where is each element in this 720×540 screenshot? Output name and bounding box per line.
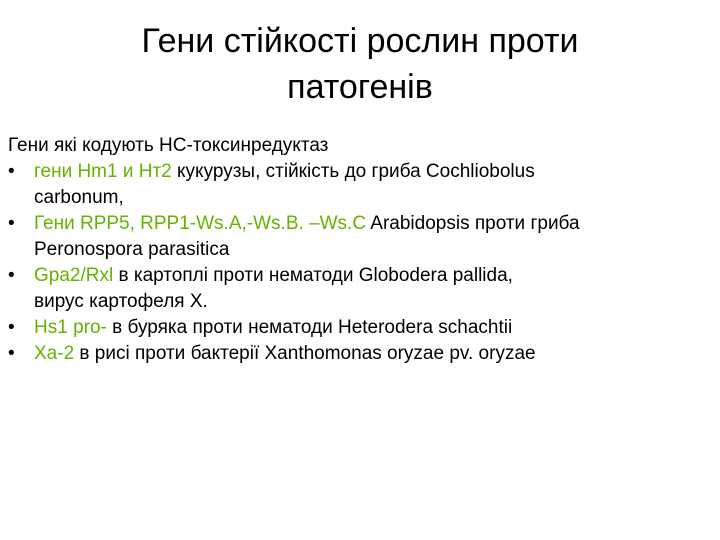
title-line-1: Гени стійкості рослин проти [141, 22, 579, 60]
bullet-text: в картоплі проти нематоди Globodera pallida, [113, 265, 513, 286]
bullet-text-continued: carbonum, [34, 187, 124, 208]
gene-name: Hs1 pro- [34, 317, 107, 338]
bullet-text-continued: Peronospora parasitica [34, 239, 230, 260]
bullet-icon: • [8, 161, 15, 182]
gene-name: Гени RPP5, RPP1-Ws.A,-Ws.B. –Ws.C [34, 213, 367, 234]
bullet-icon: • [8, 317, 15, 338]
slide-title [0, 18, 720, 110]
bullet-text-continued: вирус картофеля Х. [34, 291, 208, 312]
bullet-item [8, 159, 720, 211]
bullet-item [8, 341, 720, 367]
gene-name: Xa-2 [34, 343, 75, 364]
title-line-2: патогенів [287, 68, 433, 106]
bullet-text: кукурузы, стійкість до гриба Cochliobolus [171, 161, 535, 182]
bullet-text: Arabidopsis проти гриба [366, 213, 580, 234]
gene-name: гени Hm1 и Hт2 [34, 161, 172, 182]
bullet-item [8, 263, 720, 315]
gene-name: Gpa2/Rxl [34, 265, 114, 286]
bullet-icon: • [8, 213, 15, 234]
bullet-icon: • [8, 343, 15, 364]
bullet-text: в рисі проти бактерії Xanthomonas oryzae pv. oryzae [74, 343, 536, 364]
bullet-item [8, 315, 720, 341]
bullet-icon: • [8, 265, 15, 286]
bullet-list [8, 159, 720, 367]
bullet-item [8, 211, 720, 263]
bullet-text: в буряка проти нематоди Heterodera schachtii [106, 317, 513, 338]
intro-text: Гени які кодують НС-токсинредуктаз [8, 135, 329, 156]
